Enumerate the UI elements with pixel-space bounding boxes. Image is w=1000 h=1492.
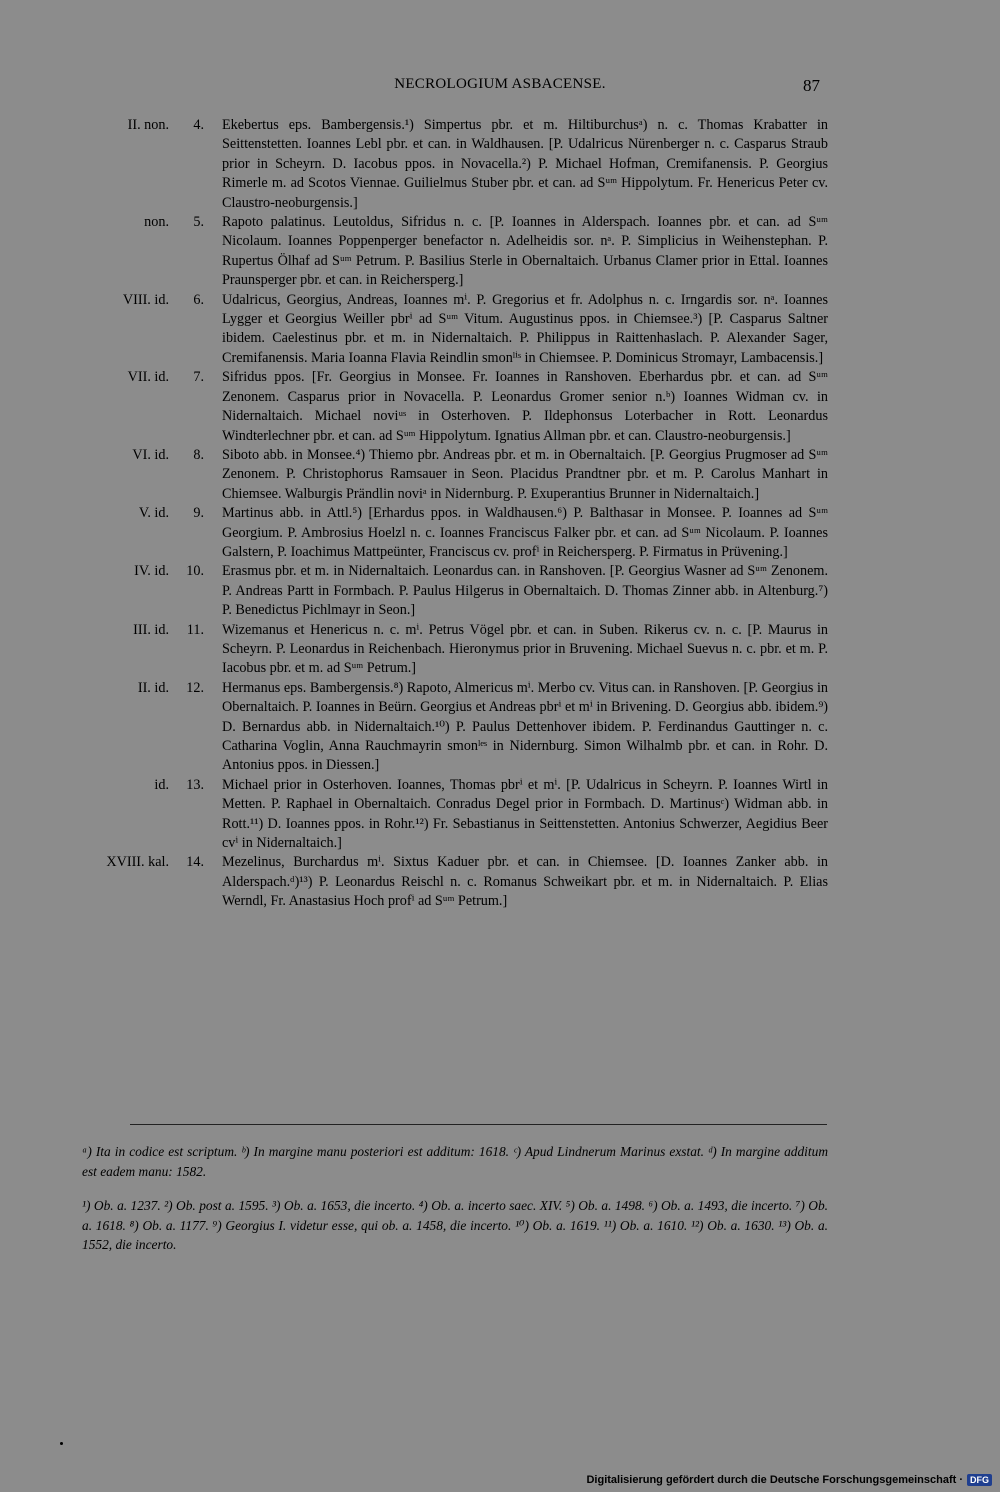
entry-date: II. id.: [137, 679, 169, 696]
entry-text: Udalricus, Georgius, Andreas, Ioannes mⁱ. P. Gregorius et fr. Adolphus n. c. Irngardis sor. nᵃ. Ioannes Lygger et Georgius Weiller pbrⁱ ad Sᵘᵐ Vitum. Augustinus ppos. in Chiemsee.³) [P. Casparus Saltner ibidem. Caelestinus pbr. et m. in Nidernaltaich. P. Philippus in Raittenhaslach. P. Alexander Sager, Cremifanensis. Maria Ioanna Flavia Reindlin smonˡⁱˢ in Chiemsee. P. Dominicus Stromayr, Lambacensis.]: [222, 291, 828, 366]
entry-day: 10.: [186, 563, 204, 580]
entry-text: Hermanus eps. Bambergensis.⁸) Rapoto, Almericus mⁱ. Merbo cv. Vitus can. in Ranshoven. [P. Georgius in Obernaltaich. P. Ioannes in Beürn. Georgius et Andreas pbrⁱ et mⁱ in Brivening. D. Georgius abb. ibidem.⁹) D. Bernardus abb. in Nidernaltaich.¹⁰) P. Paulus Dettenhover ibidem. P. Ferdinandus Gauttinger n. c. Catharina Voglin, Anna Rauchmayrin smonˡᵉˢ in Nidernburg. Simon Wilhalmb pbr. et can. in Rohr. D. Antonius ppos. in Diessen.]: [222, 679, 828, 774]
entry-date: II. non.: [127, 117, 169, 133]
entry-date: VII. id.: [127, 369, 169, 386]
page-header-title: NECROLOGIUM ASBACENSE.: [394, 76, 606, 92]
necrology-entry: [0, 291, 1000, 369]
necrology-entry: [0, 679, 1000, 776]
digitization-footer: [586, 1474, 992, 1486]
necrology-entry: [0, 621, 1000, 679]
funding-notice: Digitalisierung gefördert durch die Deutsche Forschungsgemeinschaft ·: [586, 1474, 963, 1486]
necrology-entry: [0, 213, 1000, 291]
entry-text: Siboto abb. in Monsee.⁴) Thiemo pbr. Andreas pbr. et m. in Obernaltaich. [P. Georgius Prugmoser ad Sᵘᵐ Zenonem. P. Christophorus Ramsauer in Seon. Placidus Prandtner pbr. et m. P. Carolus Manhart in Chiemsee. Walburgis Prändlin noviᵃ in Nidernburg. P. Exuperantius Brunner in Nidernaltaich.]: [222, 446, 828, 502]
necrology-entry: [0, 562, 1000, 620]
entry-date: IV. id.: [134, 563, 169, 580]
entry-date: V. id.: [138, 505, 169, 522]
entry-day: 14.: [186, 854, 204, 871]
entry-date: non.: [144, 214, 169, 231]
necrology-entry: [0, 116, 1000, 213]
entry-day: 12.: [186, 679, 204, 696]
footnote-separator-rule: [130, 1124, 827, 1125]
necrology-entry: [0, 853, 1000, 911]
dfg-logo: DFG: [967, 1474, 992, 1486]
entry-day: 4.: [193, 117, 204, 133]
entry-date: VI. id.: [132, 446, 169, 463]
entry-text: Michael prior in Osterhoven. Ioannes, Thomas pbrⁱ et mⁱ. [P. Udalricus in Scheyrn. P. Ioannes Wirtl in Metten. P. Raphael in Obernaltaich. Conradus Degel prior in Formbach. D. Martinusᶜ) Widman abb. in Rott.¹¹) D. Ioannes ppos. in Rohr.¹²) Fr. Sebastianus in Seittenstetten. Antonius Schwerzer, Aegidius Beer cvⁱ in Nidernaltaich.]: [222, 776, 828, 852]
entry-date: XVIII. kal.: [106, 854, 169, 871]
entry-text: Erasmus pbr. et m. in Nidernaltaich. Leonardus can. in Ranshoven. [P. Georgius Wasner ad Sᵘᵐ Zenonem. P. Andreas Partt in Formbach. P. Paulus Hilgerus in Obernaltaich. D. Thomas Zinner abb. in Altenburg.⁷) P. Benedictus Pichlmayr in Seon.]: [222, 563, 828, 619]
entry-day: 5.: [193, 214, 204, 231]
footnotes-numbered: ¹) Ob. a. 1237. ²) Ob. post a. 1595. ³) Ob. a. 1653, die incerto. ⁴) Ob. a. incerto saec. XIV. ⁵) Ob. a. 1498. ⁶) Ob. a. 1493, die incerto. ⁷) Ob. a. 1618. ⁸) Ob. a. 1177. ⁹) Georgius I. videtur esse, qui ob. a. 1458, die incerto. ¹⁰) Ob. a. 1619. ¹¹) Ob. a. 1610. ¹²) Ob. a. 1630. ¹³) Ob. a. 1552, die incerto.: [82, 1198, 828, 1252]
entry-text: Wizemanus et Henericus n. c. mⁱ. Petrus Vögel pbr. et can. in Suben. Rikerus cv. n. c. [P. Maurus in Scheyrn. P. Leonardus in Reichenbach. Hieronymus prior in Bruvening. Michael Suevus n. c. pbr. et m. P. Iacobus pbr. et m. ad Sᵘᵐ Petrum.]: [222, 621, 828, 677]
page-number: 87: [803, 76, 820, 95]
entry-text: Ekebertus eps. Bambergensis.¹) Simpertus pbr. et m. Hiltiburchusᵃ) n. c. Thomas Krabatter in Seittenstetten. Ioannes Lebl pbr. et can. in Waldhausen. [P. Udalricus Nürenberger n. c. Casparus Straub prior in Scheyrn. D. Iacobus ppos. in Novacella.²) P. Michael Hofman, Cremifanensis. P. Georgius Rimerle m. ad Scotos Viennae. Guilielmus Stuber pbr. et can. ad Sᵘᵐ Hippolytum. Fr. Henericus Peter cv. Claustro-neoburgensis.]: [222, 117, 828, 211]
necrology-entry: [0, 776, 1000, 854]
entry-text: Martinus abb. in Attl.⁵) [Erhardus ppos. in Waldhausen.⁶) P. Balthasar in Monsee. P. Ioannes ad Sᵘᵐ Georgium. P. Ambrosius Hoelzl n. c. Ioannes Franciscus Falker pbr. et can. ad Sᵘᵐ Nicolaum. P. Ioannes Galstern, P. Ioachimus Mattpeünter, Franciscus cv. profⁱ in Reichersperg. P. Firmatus in Prüvening.]: [222, 505, 828, 560]
necrology-entry: [0, 504, 1000, 562]
entry-date: id.: [154, 776, 169, 793]
necrology-entries: [0, 116, 1000, 912]
entry-date: VIII. id.: [122, 291, 169, 308]
entry-day: 7.: [193, 369, 204, 386]
necrology-entry: [0, 446, 1000, 504]
entry-day: 8.: [193, 446, 204, 463]
entry-day: 6.: [193, 291, 204, 308]
scan-speck: [60, 1442, 63, 1445]
entry-day: 11.: [186, 621, 204, 638]
necrology-entry: [0, 368, 1000, 446]
entry-date: III. id.: [133, 621, 169, 638]
entry-text: Sifridus ppos. [Fr. Georgius in Monsee. Fr. Ioannes in Ranshoven. Eberhardus pbr. et can. ad Sᵘᵐ Zenonem. Casparus prior in Novacella. P. Leonardus Gromer senior n.ᵇ) Ioannes Widman cv. in Nidernaltaich. Michael noviᵘˢ in Osterhoven. P. Ildephonsus Loterbacher in Rott. Leonardus Windterlechner pbr. et can. ad Sᵘᵐ Hippolytum. Ignatius Allman pbr. et can. Claustro-neoburgensis.]: [222, 369, 828, 444]
entry-day: 13.: [186, 776, 204, 793]
entry-text: Rapoto palatinus. Leutoldus, Sifridus n. c. [P. Ioannes in Alderspach. Ioannes pbr. et can. ad Sᵘᵐ Nicolaum. Ioannes Poppenperger benefactor n. Adelheidis sor. nᵃ. P. Simplicius in Weihenstephan. P. Rupertus Ölhaf ad Sᵘᵐ Petrum. P. Basilius Sterle in Obernaltaich. Urbanus Clamer prior in Ettal. Ioannes Praunsperger pbr. et can. in Reichersperg.]: [222, 214, 828, 289]
footnotes-lettered: ᵃ) Ita in codice est scriptum. ᵇ) In margine manu posteriori est additum: 1618. ᶜ) Apud Lindnerum Marinus exstat. ᵈ) In margine additum est eadem manu: 1582.: [82, 1144, 828, 1179]
entry-day: 9.: [193, 505, 204, 522]
entry-text: Mezelinus, Burchardus mⁱ. Sixtus Kaduer pbr. et can. in Chiemsee. [D. Ioannes Zanker abb. in Alderspach.ᵈ)¹³) P. Leonardus Reischl n. c. Romanus Schweikart pbr. et m. in Nidernaltaich. P. Elias Werndl, Fr. Anastasius Hoch profⁱ ad Sᵘᵐ Petrum.]: [222, 854, 828, 910]
